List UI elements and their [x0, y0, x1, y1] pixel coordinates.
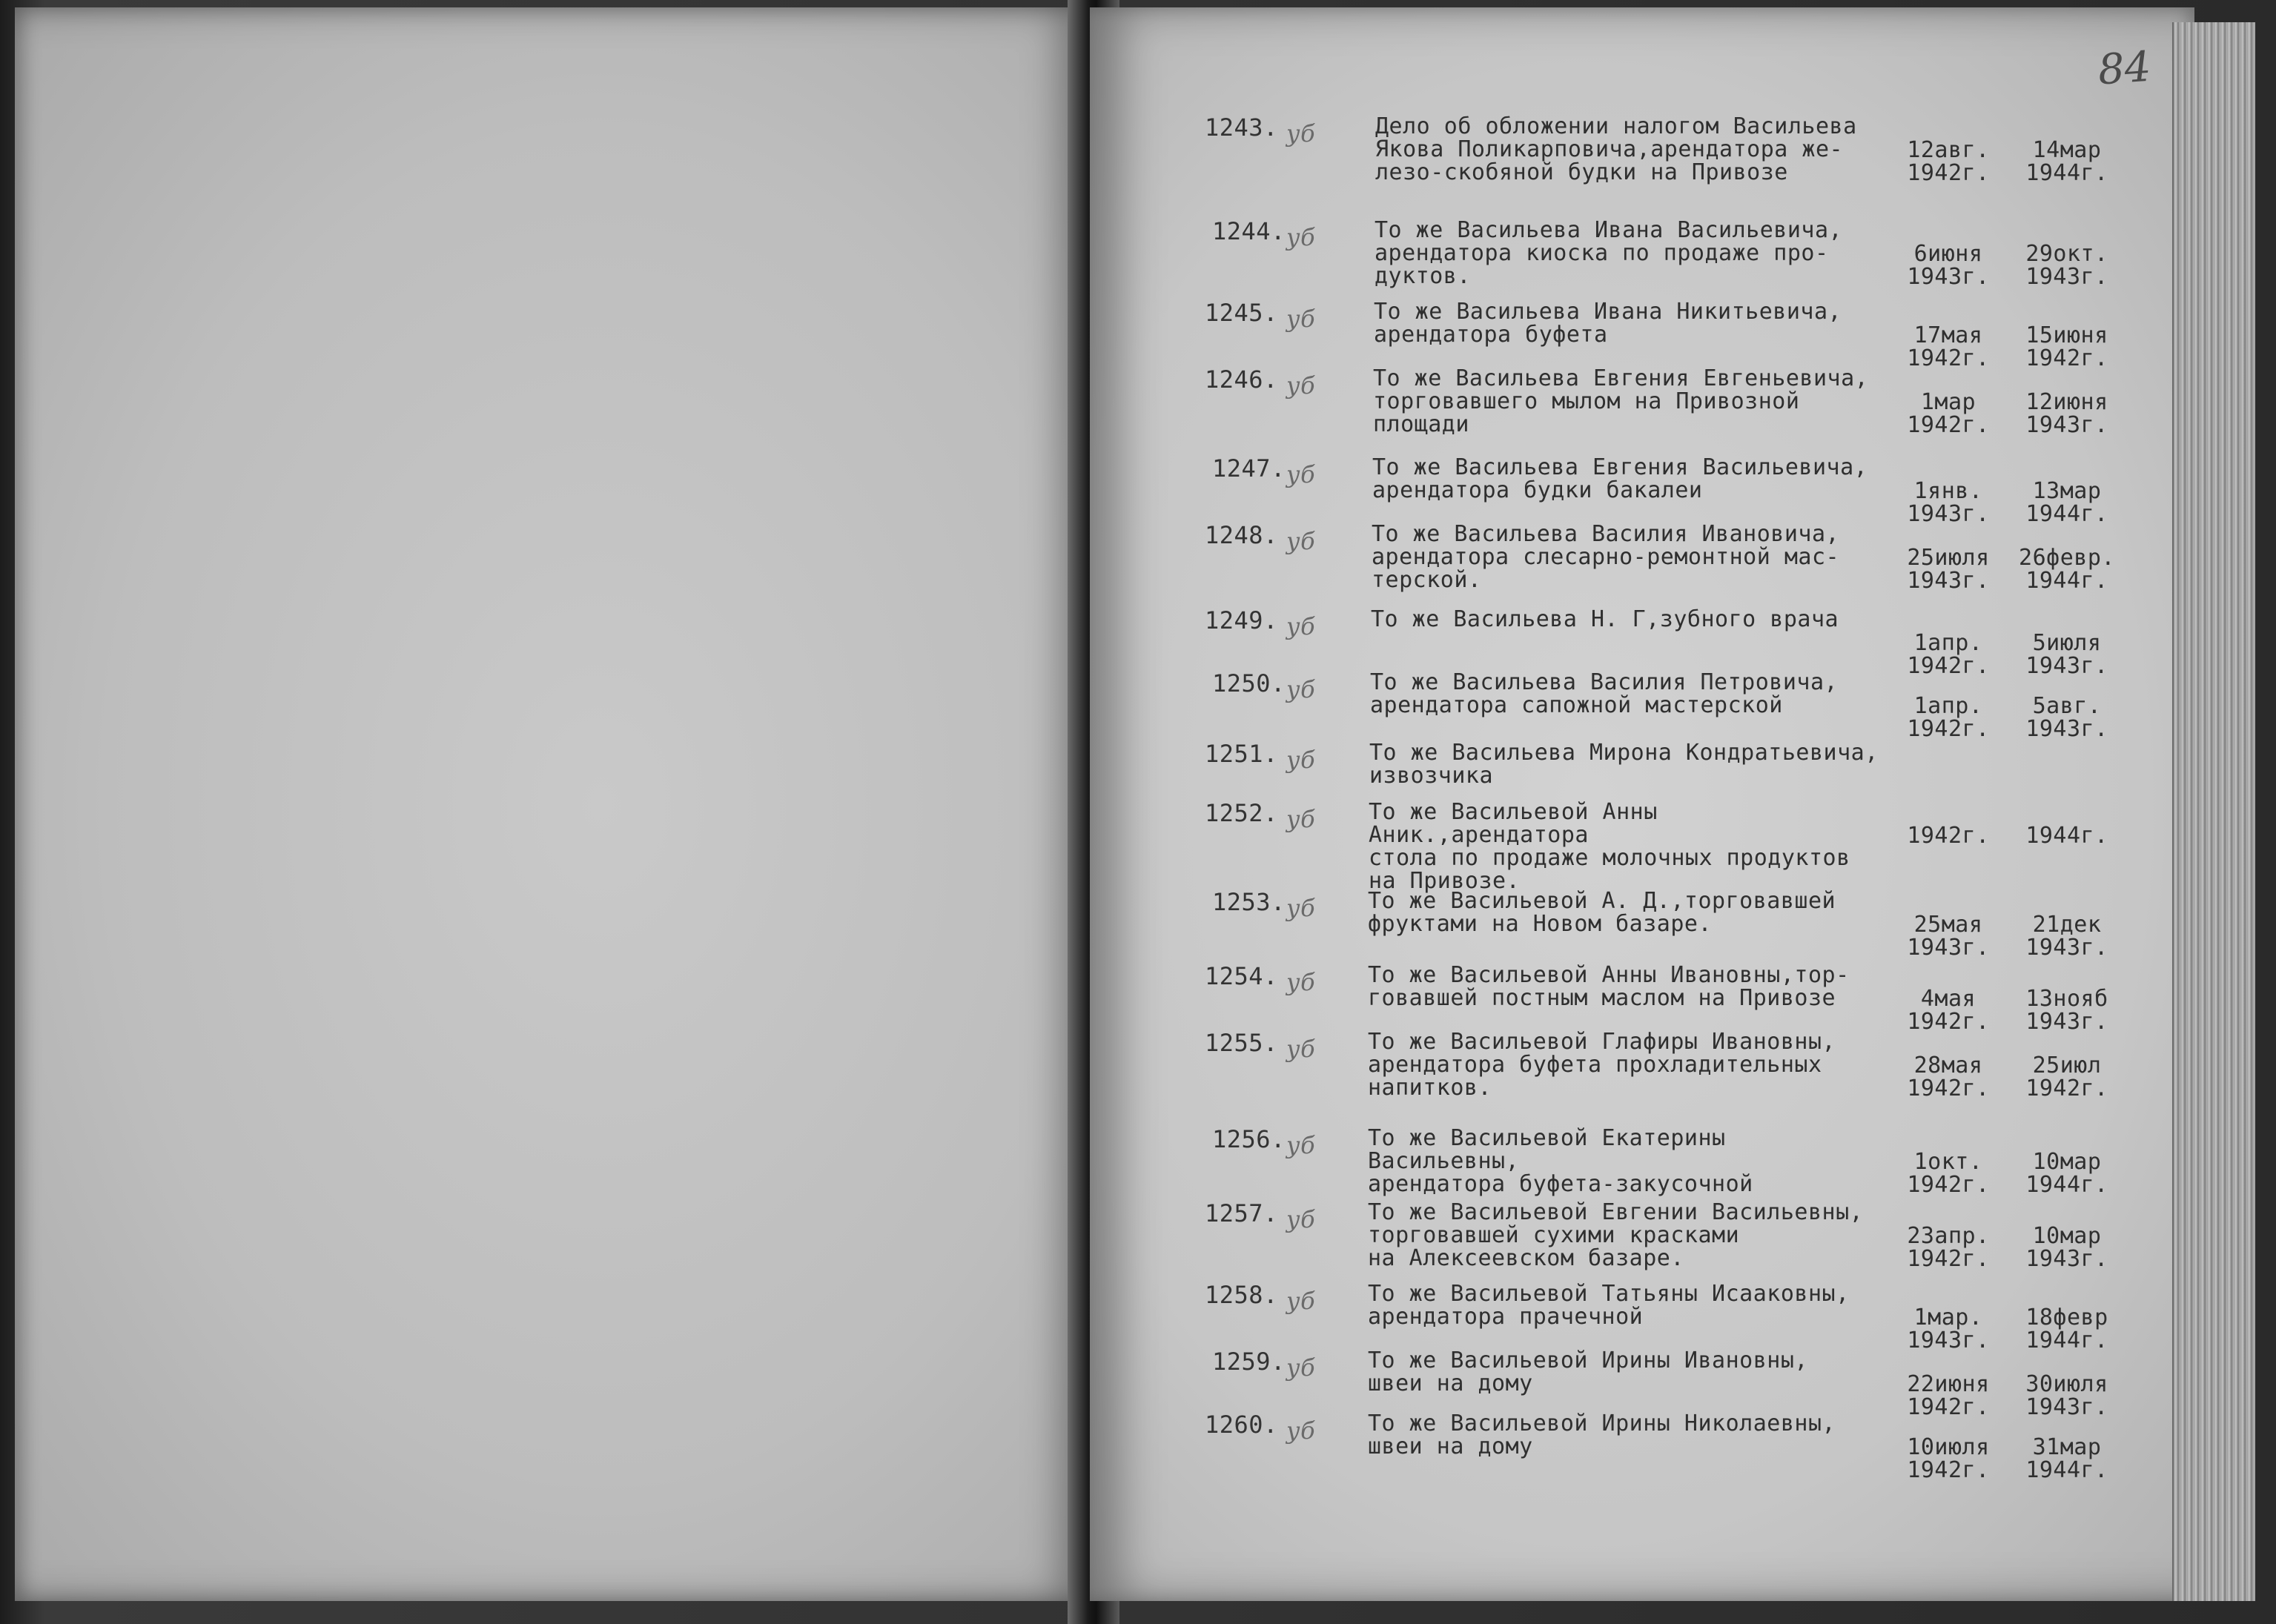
handwritten-mark: уб: [1286, 305, 1316, 333]
entry-description: То же Васильевой Ирины Николаевны, швеи на дому: [1368, 1411, 1836, 1459]
entry-description: То же Васильева Евгения Васильевича, арендатора будки бакалеи: [1372, 454, 1868, 503]
entry-description: То же Васильевой Анны Ивановны,тор- говавшей постным маслом на Привозе: [1368, 962, 1850, 1011]
start-date: 22июня 1942г.: [1907, 1371, 1990, 1420]
end-date: 26февр. 1944г.: [2019, 545, 2115, 594]
handwritten-mark: уб: [1286, 612, 1316, 640]
start-date: 6июня 1943г.: [1907, 241, 1990, 290]
end-date: 13нояб 1943г.: [2025, 986, 2108, 1035]
end-date: 25июл 1942г.: [2025, 1053, 2108, 1101]
entry-number: 1259.: [1212, 1348, 1286, 1376]
start-date: 12авг. 1942г.: [1907, 137, 1990, 186]
handwritten-mark: уб: [1286, 968, 1316, 996]
end-date: 31мар 1944г.: [2025, 1434, 2108, 1483]
handwritten-mark: уб: [1286, 1035, 1316, 1063]
entry-number: 1244.: [1212, 217, 1286, 245]
end-date: 13мар 1944г.: [2025, 478, 2108, 527]
entry-number: 1245.: [1205, 299, 1278, 327]
end-date: 10мар 1944г.: [2025, 1149, 2108, 1198]
handwritten-mark: уб: [1286, 894, 1316, 922]
entry-number: 1257.: [1205, 1199, 1278, 1227]
handwritten-mark: уб: [1286, 1131, 1316, 1159]
entry-number: 1246.: [1205, 365, 1278, 394]
entry-number: 1243.: [1205, 113, 1278, 142]
entry-number: 1252.: [1205, 799, 1278, 827]
start-date: 1942г.: [1907, 823, 1990, 849]
start-date: 23апр. 1942г.: [1907, 1223, 1990, 1272]
handwritten-mark: уб: [1286, 527, 1316, 555]
end-date: 29окт. 1943г.: [2025, 241, 2108, 290]
entry-number: 1255.: [1205, 1029, 1278, 1057]
start-date: 28мая 1942г.: [1907, 1053, 1990, 1101]
handwritten-mark: уб: [1286, 1416, 1316, 1445]
handwritten-mark: уб: [1286, 1353, 1316, 1382]
start-date: 25мая 1943г.: [1907, 912, 1990, 961]
entry-number: 1250.: [1212, 669, 1286, 697]
handwritten-mark: уб: [1286, 371, 1316, 400]
entry-description: То же Васильевой Ирины Ивановны, швеи на дому: [1368, 1348, 1808, 1396]
end-date: 18февр 1944г.: [2025, 1305, 2108, 1353]
start-date: 25июля 1943г.: [1907, 545, 1990, 594]
entry-description: То же Васильева Евгения Евгеньевича, торговавшего мылом на Привозной площади: [1373, 365, 1869, 437]
entry-description: То же Васильевой Анны Аник.,арендатора стола по продаже молочных продуктов на Привозе.: [1369, 799, 1850, 894]
entry-description: Дело об обложении налогом Васильева Якова Поликарповича,арендатора же- лезо-скобяной будки на Привозе: [1375, 113, 1857, 185]
end-date: 14мар 1944г.: [2025, 137, 2108, 186]
entry-number: 1254.: [1205, 962, 1278, 990]
start-date: 1апр. 1942г.: [1907, 693, 1990, 742]
entry-number: 1253.: [1212, 888, 1286, 916]
end-date: 30июля 1943г.: [2025, 1371, 2108, 1420]
start-date: 4мая 1942г.: [1907, 986, 1990, 1035]
entry-number: 1249.: [1205, 606, 1278, 634]
handwritten-mark: уб: [1286, 1287, 1316, 1315]
end-date: 21дек 1943г.: [2025, 912, 2108, 961]
entry-number: 1258.: [1205, 1281, 1278, 1309]
end-date: 5авг. 1943г.: [2025, 693, 2108, 742]
end-date: 1944г.: [2025, 823, 2108, 849]
entry-number: 1248.: [1205, 521, 1278, 549]
entry-description: То же Васильева Н. Г,зубного врача: [1371, 606, 1839, 632]
page-edges: [2172, 22, 2255, 1601]
entry-number: 1251.: [1205, 740, 1278, 768]
entry-number: 1256.: [1212, 1125, 1286, 1153]
start-date: 1мар 1942г.: [1907, 389, 1990, 438]
start-date: 1апр. 1942г.: [1907, 630, 1990, 679]
folio-number: 84: [2096, 42, 2153, 95]
handwritten-mark: уб: [1286, 675, 1316, 703]
handwritten-mark: уб: [1286, 1205, 1316, 1233]
entry-description: То же Васильева Василия Петровича, арендатора сапожной мастерской: [1370, 669, 1839, 718]
left-page-blank: [15, 7, 1082, 1601]
entry-description: То же Васильевой Глафиры Ивановны, арендатора буфета прохладительных напитков.: [1368, 1029, 1836, 1101]
handwritten-mark: уб: [1286, 460, 1316, 488]
start-date: 1янв. 1943г.: [1907, 478, 1990, 527]
end-date: 5июля 1943г.: [2025, 630, 2108, 679]
entry-description: То же Васильевой Екатерины Васильевны, арендатора буфета-закусочной: [1368, 1125, 1753, 1197]
handwritten-mark: уб: [1286, 223, 1316, 251]
handwritten-mark: уб: [1286, 119, 1316, 148]
entry-description: То же Васильева Ивана Васильевича, арендатора киоска по продаже про- дуктов.: [1374, 217, 1843, 289]
handwritten-mark: уб: [1286, 746, 1316, 774]
start-date: 10июля 1942г.: [1907, 1434, 1990, 1483]
entry-number: 1260.: [1205, 1411, 1278, 1439]
entry-description: То же Васильева Ивана Никитьевича, арендатора буфета: [1374, 299, 1842, 348]
entry-description: То же Васильевой Евгении Васильевны, торговавшей сухими красками на Алексеевском базаре.: [1368, 1199, 1864, 1271]
start-date: 1окт. 1942г.: [1907, 1149, 1990, 1198]
entry-number: 1247.: [1212, 454, 1286, 483]
entry-description: То же Васильевой А. Д.,торговавшей фруктами на Новом базаре.: [1368, 888, 1836, 937]
start-date: 1мар. 1943г.: [1907, 1305, 1990, 1353]
entry-description: То же Васильева Мирона Кондратьевича, извозчика: [1369, 740, 1879, 789]
handwritten-mark: уб: [1286, 805, 1316, 833]
end-date: 10мар 1943г.: [2025, 1223, 2108, 1272]
entry-description: То же Васильева Василия Ивановича, арендатора слесарно-ремонтной мас- терской.: [1372, 521, 1840, 593]
end-date: 12июня 1943г.: [2025, 389, 2108, 438]
start-date: 17мая 1942г.: [1907, 322, 1990, 371]
entry-description: То же Васильевой Татьяны Исааковны, арендатора прачечной: [1368, 1281, 1850, 1330]
end-date: 15июня 1942г.: [2025, 322, 2108, 371]
